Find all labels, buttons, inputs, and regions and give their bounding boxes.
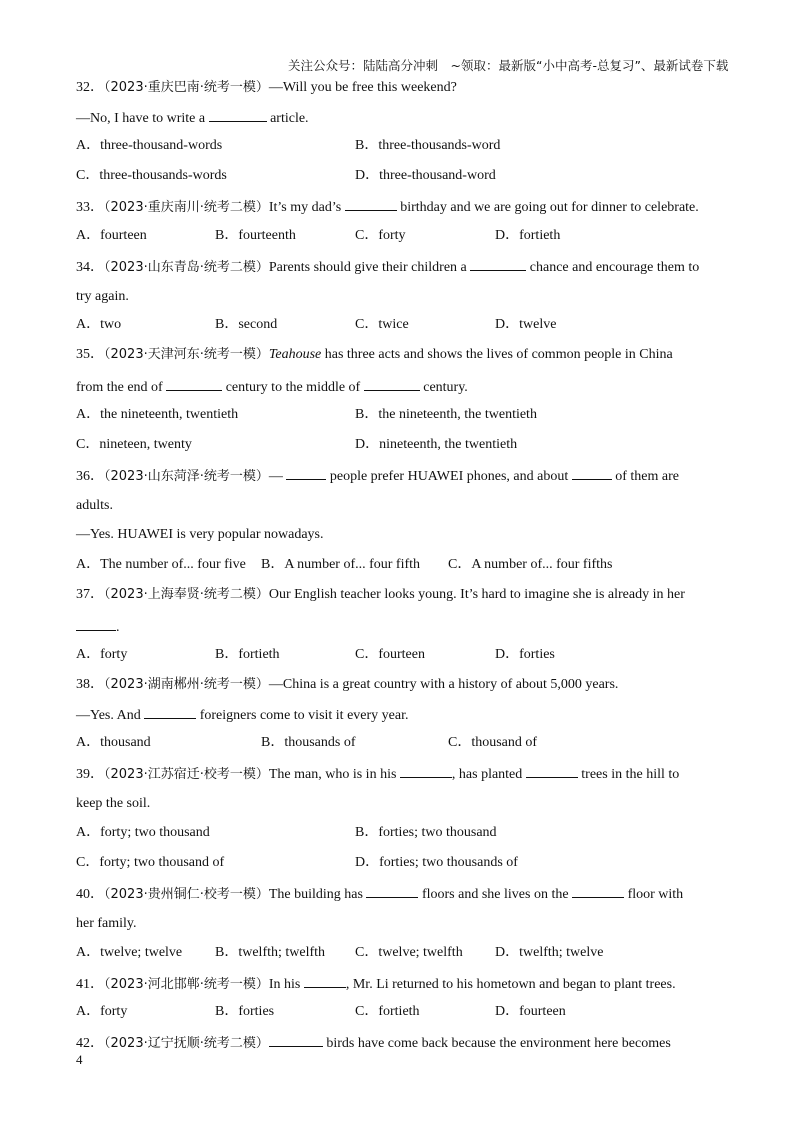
option-d: D．twelve [495, 317, 557, 332]
option-c: C．fourteen [355, 647, 425, 662]
question-40-line-2 [76, 915, 137, 933]
option-a: A．two [76, 317, 122, 332]
option-a: A．forty; two thousand [76, 825, 210, 840]
question-source: （2023·辽宁抚顺·统考二模） [104, 1036, 269, 1051]
question-stem: It’s my dad’s [268, 200, 342, 215]
question-stem: trees in the hill to [581, 767, 680, 782]
question-stem: Our English teacher looks young. It’s hard to imagine she is already in her [268, 587, 685, 602]
answer-blank [366, 884, 418, 898]
question-38-line-1 [76, 676, 618, 694]
question-stem: The man, who is in his [268, 767, 397, 782]
page-number: 4 [76, 1052, 83, 1067]
question-35-line-1 [76, 346, 673, 364]
question-stem: —China is a great country with a history of about 5,000 years. [268, 677, 619, 692]
option-c: C．twice [355, 317, 409, 332]
question-33-line-1 [76, 197, 699, 217]
question-stem: birds have come back because the environment here becomes [326, 1036, 671, 1051]
question-stem: article. [270, 111, 309, 126]
question-40-line-1 [76, 884, 683, 904]
option-a: A．forty [76, 647, 128, 662]
answer-blank [400, 764, 452, 778]
question-stem: birthday and we are going out for dinner to celebrate. [400, 200, 699, 215]
question-stem: floors and she lives on the [421, 887, 569, 902]
option-c: C．fortieth [355, 1004, 420, 1019]
option-d: D．forties; two thousands of [355, 855, 518, 870]
question-36-line-3 [76, 526, 323, 544]
question-source: （2023·重庆巴南·统考一模） [104, 80, 269, 95]
option-a: A．twelve; twelve [76, 945, 183, 960]
answer-blank [269, 1033, 323, 1047]
question-stem: of them are [615, 469, 679, 484]
question-source: （2023·重庆南川·统考二模） [104, 200, 269, 215]
question-38-line-2 [76, 705, 408, 725]
answer-blank [286, 466, 326, 480]
page-header: 关注公众号：陆陆高分冲刺 ~领取：最新版“小中高考-总复习”、最新试卷下载 [288, 58, 729, 73]
question-42-line-1 [76, 1033, 671, 1053]
question-source: （2023·贵州铜仁·校考一模） [104, 887, 269, 902]
option-c: C．thousand of [448, 735, 538, 750]
question-34-line-2 [76, 288, 129, 306]
question-stem: her family. [76, 916, 137, 931]
question-number: 37． [76, 587, 104, 602]
answer-blank [209, 108, 267, 122]
question-number: 39． [76, 767, 104, 782]
question-number: 42． [76, 1036, 104, 1051]
question-source: （2023·湖南郴州·统考一模） [104, 677, 269, 692]
question-source: （2023·江苏宿迁·校考一模） [104, 767, 269, 782]
question-number: 41． [76, 977, 104, 992]
option-d: D．nineteenth, the twentieth [355, 437, 518, 452]
option-a: A．fourteen [76, 228, 147, 243]
option-c: C．nineteen, twenty [76, 437, 192, 452]
question-number: 32． [76, 80, 104, 95]
question-37-line-1 [76, 586, 685, 604]
question-34-line-1 [76, 257, 699, 277]
option-c: C．forty [355, 228, 406, 243]
answer-blank [166, 377, 222, 391]
italic-title: Teahouse [268, 347, 322, 362]
answer-blank [526, 764, 578, 778]
question-stem: — [268, 469, 283, 484]
answer-blank [470, 257, 526, 271]
question-stem: people prefer HUAWEI phones, and about [329, 469, 569, 484]
question-source: （2023·山东青岛·统考二模） [104, 260, 269, 275]
question-stem: has three acts and shows the lives of common people in China [321, 347, 673, 362]
question-stem: , has planted [451, 767, 523, 782]
question-36-line-2 [76, 497, 113, 515]
question-stem: —Yes. And [76, 708, 141, 723]
question-number: 35． [76, 347, 104, 362]
option-b: B．forties; two thousand [355, 825, 497, 840]
question-stem: Parents should give their children a [268, 260, 467, 275]
question-stem: adults. [76, 498, 113, 513]
option-d: D．twelfth; twelve [495, 945, 604, 960]
answer-blank [364, 377, 420, 391]
answer-blank [345, 197, 397, 211]
question-stem: The building has [268, 887, 363, 902]
option-a: A．The number of... four five [76, 557, 246, 572]
question-number: 40． [76, 887, 104, 902]
question-41-line-1 [76, 974, 676, 994]
question-number: 33． [76, 200, 104, 215]
option-b: B．twelfth; twelfth [215, 945, 326, 960]
question-stem: try again. [76, 289, 129, 304]
question-stem: chance and encourage them to [529, 260, 700, 275]
question-number: 36． [76, 469, 104, 484]
question-39-line-1 [76, 764, 679, 784]
option-b: B．thousands of [261, 735, 356, 750]
option-c: C．forty; two thousand of [76, 855, 225, 870]
question-stem: century. [423, 380, 468, 395]
question-number: 34． [76, 260, 104, 275]
question-source: （2023·山东菏泽·统考一模） [104, 469, 269, 484]
question-stem: , Mr. Li returned to his hometown and began to plant trees. [345, 977, 676, 992]
question-stem: century to the middle of [225, 380, 361, 395]
question-stem: keep the soil. [76, 796, 151, 811]
answer-blank [572, 466, 612, 480]
option-b: B．three-thousands-word [355, 138, 501, 153]
answer-blank [304, 974, 346, 988]
option-b: B．the nineteenth, the twentieth [355, 407, 537, 422]
option-a: A．three-thousand-words [76, 138, 223, 153]
question-36-line-1 [76, 466, 679, 486]
question-source: （2023·河北邯郸·统考一模） [104, 977, 269, 992]
option-d: D．fortieth [495, 228, 561, 243]
question-stem: . [116, 620, 120, 635]
answer-blank [144, 705, 196, 719]
question-stem: —Yes. HUAWEI is very popular nowadays. [76, 527, 324, 542]
option-d: D．three-thousand-word [355, 168, 496, 183]
question-stem: floor with [627, 887, 684, 902]
option-c: C．A number of... four fifths [448, 557, 613, 572]
option-a: A．forty [76, 1004, 128, 1019]
option-c: C．twelve; twelfth [355, 945, 463, 960]
question-stem: In his [268, 977, 301, 992]
option-d: D．forties [495, 647, 555, 662]
question-source: （2023·天津河东·统考一模） [104, 347, 269, 362]
question-stem: from the end of [76, 380, 163, 395]
option-b: B．A number of... four fifth [261, 557, 421, 572]
option-a: A．the nineteenth, twentieth [76, 407, 239, 422]
option-b: B．fourteenth [215, 228, 296, 243]
question-number: 38． [76, 677, 104, 692]
option-b: B．forties [215, 1004, 275, 1019]
question-source: （2023·上海奉贤·统考二模） [104, 587, 269, 602]
question-stem: —No, I have to write a [76, 111, 206, 126]
answer-blank [76, 617, 116, 631]
answer-blank [572, 884, 624, 898]
question-39-line-2 [76, 795, 150, 813]
question-stem: —Will you be free this weekend? [268, 80, 457, 95]
option-b: B．fortieth [215, 647, 280, 662]
question-32-line-2 [76, 108, 309, 128]
question-32-line-1 [76, 79, 457, 97]
question-stem: foreigners come to visit it every year. [199, 708, 409, 723]
option-b: B．second [215, 317, 278, 332]
question-35-line-2 [76, 377, 468, 397]
option-c: C．three-thousands-words [76, 168, 227, 183]
option-a: A．thousand [76, 735, 151, 750]
question-37-line-2 [76, 617, 120, 637]
option-d: D．fourteen [495, 1004, 566, 1019]
